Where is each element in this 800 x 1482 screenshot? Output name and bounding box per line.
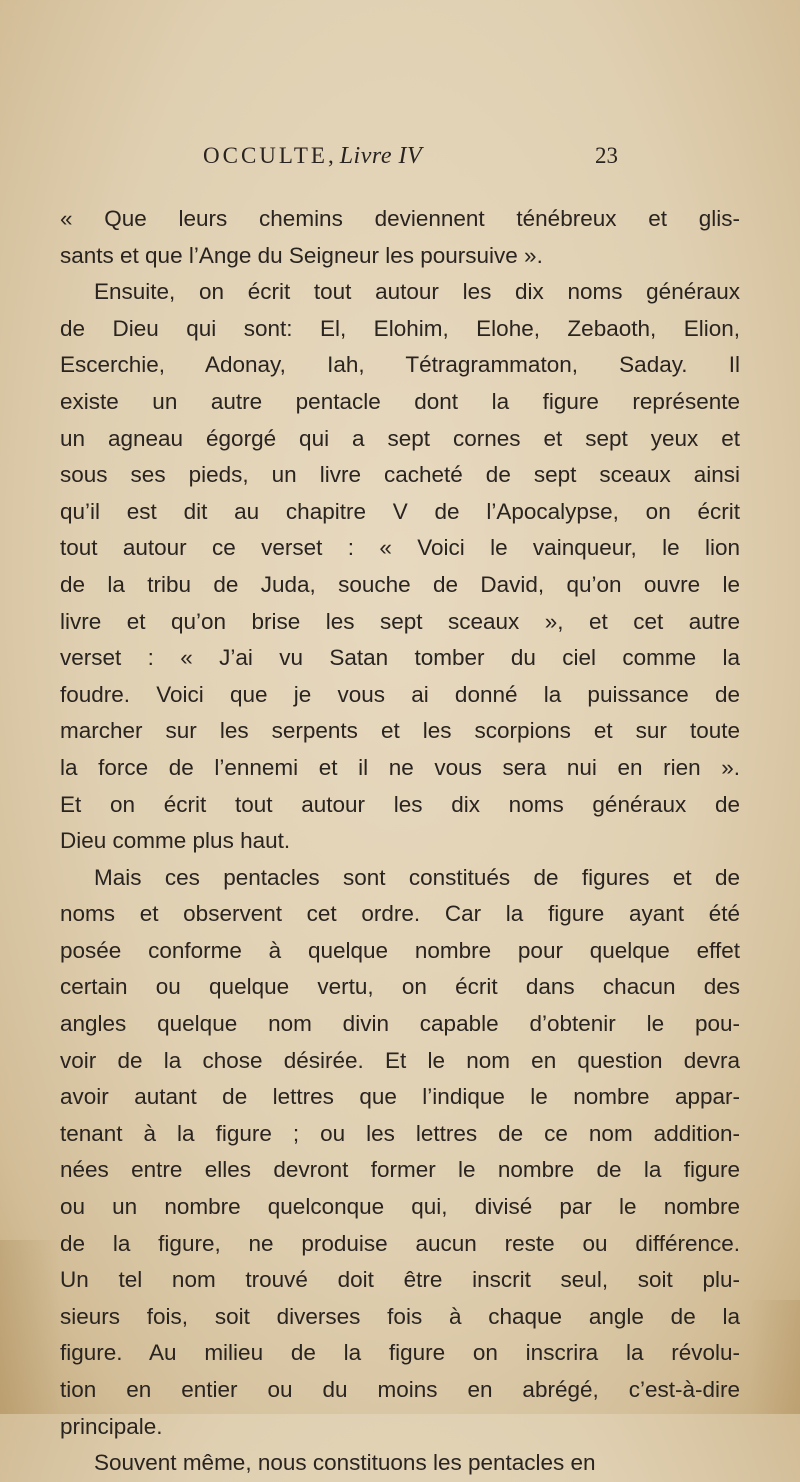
text-line: nées entre elles devront former le nombre de la figure	[60, 1157, 740, 1183]
text-line: Souvent même, nous constituons les pentacles en	[94, 1450, 596, 1476]
text-line: angles quelque nom divin capable d’obtenir le pou-	[60, 1011, 740, 1037]
text-line: la force de l’ennemi et il ne vous sera nui en rien ».	[60, 754, 740, 780]
text-line: Escerchie, Adonay, Iah, Tétragrammaton, Saday. Il	[60, 352, 740, 378]
text-line: sous ses pieds, un livre cacheté de sept sceaux ainsi	[60, 462, 740, 488]
text-line: sieurs fois, soit diverses fois à chaque angle de la	[60, 1303, 740, 1329]
text-line: existe un autre pentacle dont la figure représente	[60, 388, 740, 414]
text-line: tout autour ce verset : « Voici le vainqueur, le lion	[60, 535, 740, 561]
page-number: 23	[595, 143, 618, 168]
text-line: principale.	[60, 1413, 163, 1439]
text-line: Dieu comme plus haut.	[60, 828, 291, 854]
text-line: noms et observent cet ordre. Car la figure ayant été	[60, 901, 740, 927]
text-line: figure. Au milieu de la figure on inscrira la révolu-	[60, 1340, 740, 1366]
text-line: sants et que l’Ange du Seigneur les poursuive ».	[60, 242, 543, 268]
text-line: Et on écrit tout autour les dix noms généraux de	[60, 791, 740, 817]
text-line: foudre. Voici que je vous ai donné la puissance de	[60, 681, 740, 707]
text-line: Un tel nom trouvé doit être inscrit seul, soit plu-	[60, 1267, 740, 1293]
text-line: un agneau égorgé qui a sept cornes et sept yeux et	[60, 425, 740, 451]
text-line: marcher sur les serpents et les scorpions et sur toute	[60, 718, 740, 744]
text-line: tenant à la figure ; ou les lettres de ce nom addition-	[60, 1120, 740, 1146]
text-line: Ensuite, on écrit tout autour les dix noms généraux	[94, 279, 740, 305]
text-line: qu’il est dit au chapitre V de l’Apocalypse, on écrit	[60, 498, 740, 524]
text-line: de la figure, ne produise aucun reste ou différence.	[60, 1230, 740, 1256]
text-line: voir de la chose désirée. Et le nom en question devra	[60, 1047, 740, 1073]
paper-stain	[750, 1300, 800, 1414]
text-line: tion en entier ou du moins en abrégé, c’est-à-dire	[60, 1377, 740, 1402]
running-title-text: OCCULTE	[203, 143, 328, 168]
text-line: « Que leurs chemins deviennent ténébreux et glis-	[60, 206, 740, 231]
text-line: verset : « J’ai vu Satan tomber du ciel comme la	[60, 645, 740, 671]
page-header	[203, 141, 623, 181]
text-line: avoir autant de lettres que l’indique le nombre appar-	[60, 1084, 740, 1110]
text-line: Mais ces pentacles sont constitués de figures et de	[94, 864, 740, 890]
text-line: livre et qu’on brise les sept sceaux », et cet autre	[60, 608, 740, 634]
text-line: posée conforme à quelque nombre pour quelque effet	[60, 937, 740, 963]
body-text	[60, 201, 740, 1482]
book-title: Livre IV	[339, 143, 423, 169]
text-line: ou un nombre quelconque qui, divisé par le nombre	[60, 1194, 740, 1220]
text-line: de la tribu de Juda, souche de David, qu’on ouvre le	[60, 571, 740, 597]
text-line: certain ou quelque vertu, on écrit dans chacun des	[60, 974, 740, 1000]
text-line: de Dieu qui sont: El, Elohim, Elohe, Zebaoth, Elion,	[60, 315, 740, 341]
running-title: OCCULTE, Livre IV	[203, 143, 423, 169]
paper-stain	[0, 1240, 60, 1414]
